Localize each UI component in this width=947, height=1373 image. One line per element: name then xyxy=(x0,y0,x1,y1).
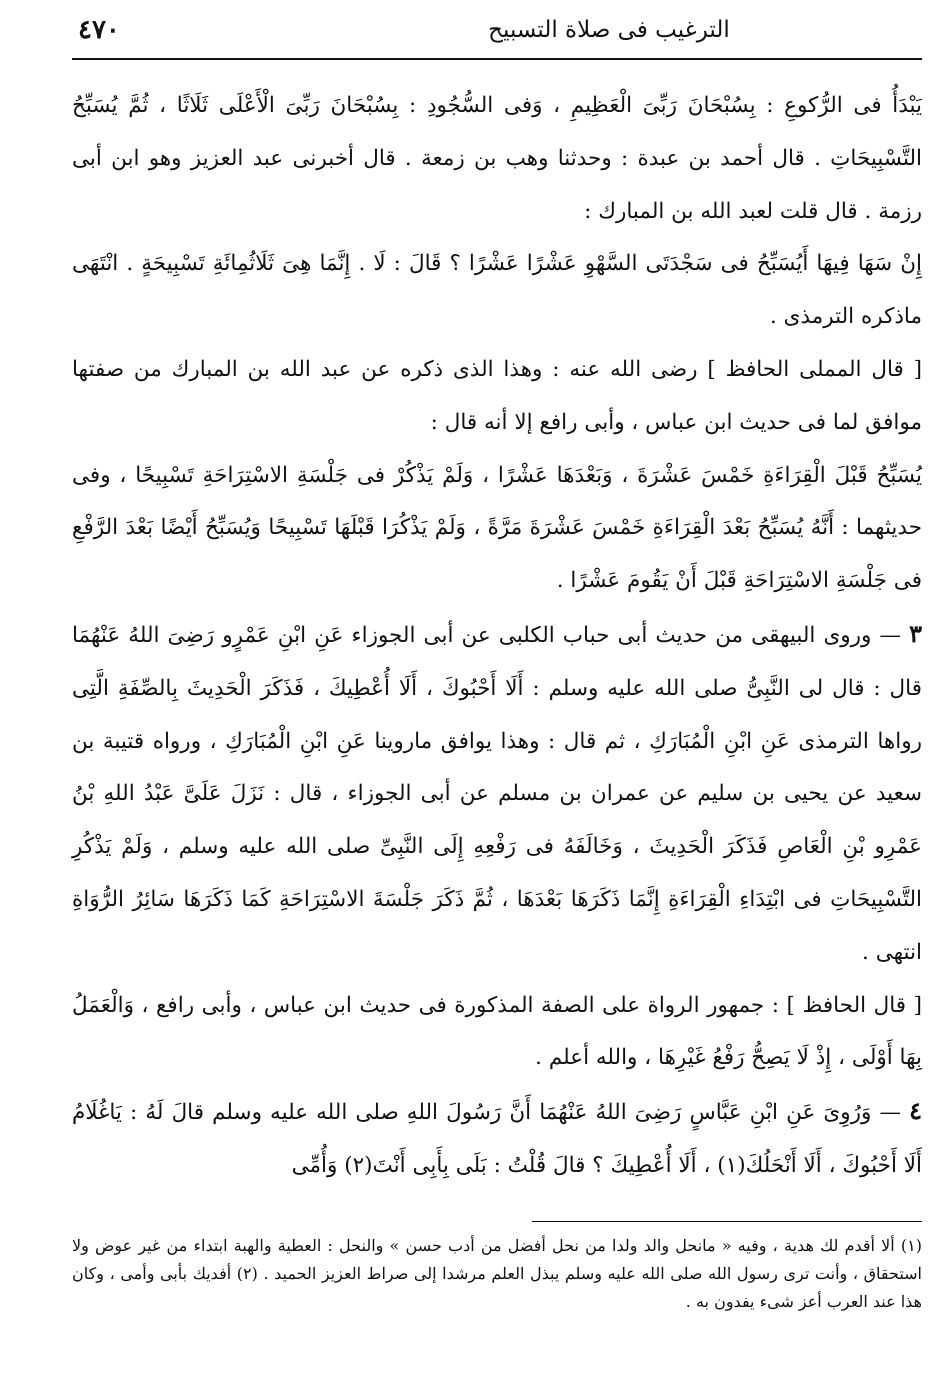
paragraph-1: يَبْدَأُ فى الرُّكوعِ : بِسُبْحَانَ رَبِّىَ الْعَظِيمِ ، وَفى السُّجُودِ : بِسُبْحَانَ رَبِّىَ الْأَعْلَى ثَلَاثًا ، ثُمَّ يُسَبِّحُ التَّسْبِيحَاتِ . قال أحمد بن عبدة : وحدثنا وهب بن زمعة . قال أخبرنى عبد العزيز وهو ابن أبى رزمة . قال قلت لعبد الله بن المبارك : xyxy=(72,93,922,224)
page-number: ٤٧٠ xyxy=(78,15,120,45)
section-4 xyxy=(72,1085,922,1193)
section-4-number: ٤ xyxy=(909,1096,922,1126)
section-3 xyxy=(72,608,922,980)
paragraph-2: إِنْ سَهَا فِيهَا أَيُسَبِّحُ فى سَجْدَتَى السَّهْوِ عَشْرًا عَشْرًا ؟ قَالَ : لَا . إِنَّمَا هِىَ ثَلَاثُمِائَةِ تَسْبِيحَةٍ . انْتَهَى ماذكره الترمذى . xyxy=(72,251,922,330)
section-4-text: — وَرُوِىَ عَنِ ابْنِ عَبَّاسٍ رَضِىَ اللهُ عَنْهُمَا أَنَّ رَسُولَ اللهِ صلى الله عليه وسلم قالَ لَهُ : يَاغُلَامُ أَلَا أَحْبُوكَ ، أَلَا أَنْحَلُكَ(١) ، أَلَا أُعْطِيكَ ؟ قالَ قُلْتُ : بَلَى بِأَبِى أَنْتَ(٢) وَأُمِّى xyxy=(72,1100,922,1178)
footnotes xyxy=(72,1232,922,1316)
paragraph-4: يُسَبِّحُ قَبْلَ الْقِرَاءَةِ خَمْسَ عَشْرَةَ ، وَبَعْدَهَا عَشْرًا ، وَلَمْ يَذْكُرْ فى جَلْسَةِ الاسْتِرَاحَةِ تَسْبِيحًا ، وفى حديثهما : أَنَّهُ يُسَبِّحُ بَعْدَ الْقِرَاءَةِ خَمْسَ عَشْرَةَ مَرَّةً ، وَلَمْ يَذْكُرَا قَبْلَهَا تَسْبِيحًا وَيُسَبِّحُ أَيْضًا بَعْدَ الرَّفْعِ فى جَلْسَةِ الاسْتِرَاحَةِ قَبْلَ أَنْ يَقُومَ عَشْرًا . xyxy=(72,462,922,594)
paragraph-3: [ قال المملى الحافظ ] رضى الله عنه : وهذا الذى ذكره عن عبد الله بن المبارك من صفتها موافق لما فى حديث ابن عباس ، وأبى رافع إلا أنه قال : xyxy=(72,356,922,435)
section-3-text: — وروى البيهقى من حديث أبى حباب الكلبى عن أبى الجوزاء عَنِ ابْنِ عَمْرٍو رَضِىَ اللهُ عَنْهُمَا قال : قال لى النَّبِىُّ صلى الله عليه وسلم : أَلَا أَحْبُوكَ ، أَلَا أُعْطِيكَ ، فَذَكَرَ الْحَدِيثَ بِالصِّفَةِ الَّتِى رواها الترمذى عَنِ ابْنِ الْمُبَارَكِ ، ثم قال : وهذا يوافق ماروينا عَنِ ابْنِ الْمُبَارَكِ ، ورواه قتيبة بن سعيد عن يحيى بن سليم عن عمران بن مسلم عن أبى الجوزاء ، قال : نَزَلَ عَلَىَّ عَبْدُ اللهِ بْنُ عَمْرِو بْنِ الْعَاصِ فَذَكَرَ الْحَدِيثَ ، وَخَالَفَهُ فى رَفْعِهِ إِلَى النَّبِىِّ صلى الله عليه وسلم ، وَلَمْ يَذْكُرِ التَّسْبِيحَاتِ فى ابْتِدَاءِ الْقِرَاءَةِ إِنَّمَا ذَكَرَهَا بَعْدَهَا ، ثُمَّ ذَكَرَ جَلْسَةَ الاسْتِرَاحَةِ كَمَا ذَكَرَهَا سَائِرُ الرُّوَاةِ انتهى . xyxy=(72,622,922,965)
running-title: الترغيب فى صلاة التسبيح xyxy=(488,17,730,43)
header-rule xyxy=(72,58,922,60)
hafiz-paragraph: [ قال الحافظ ] : جمهور الرواة على الصفة المذكورة فى حديث ابن عباس ، وأبى رافع ، وَالْعَمَلُ بِهَا أَوْلَى ، إِذْ لَا يَصِحُّ رَفْعُ غَيْرِهَا ، والله أعلم . xyxy=(72,992,922,1071)
footnote-rule xyxy=(532,1221,922,1222)
footnote-text: (١) ألا أقدم لك هدية ، وفيه « مانحل والد ولدا من نحل أفضل من أدب حسن » والنحل : العطية والهبة ابتداء من غير عوض ولا استحقاق ، وأنت ترى رسول الله صلى الله عليه وسلم يبذل العلم مرشدا إلى صراط العزيز الحميد . (٢) أفديك بأبى وأمى ، وكان هذا عند العرب أعز شىء يفدون به . xyxy=(72,1236,923,1311)
main-text xyxy=(72,80,922,1193)
page-header xyxy=(78,8,918,52)
section-3-number: ٣ xyxy=(909,618,922,648)
